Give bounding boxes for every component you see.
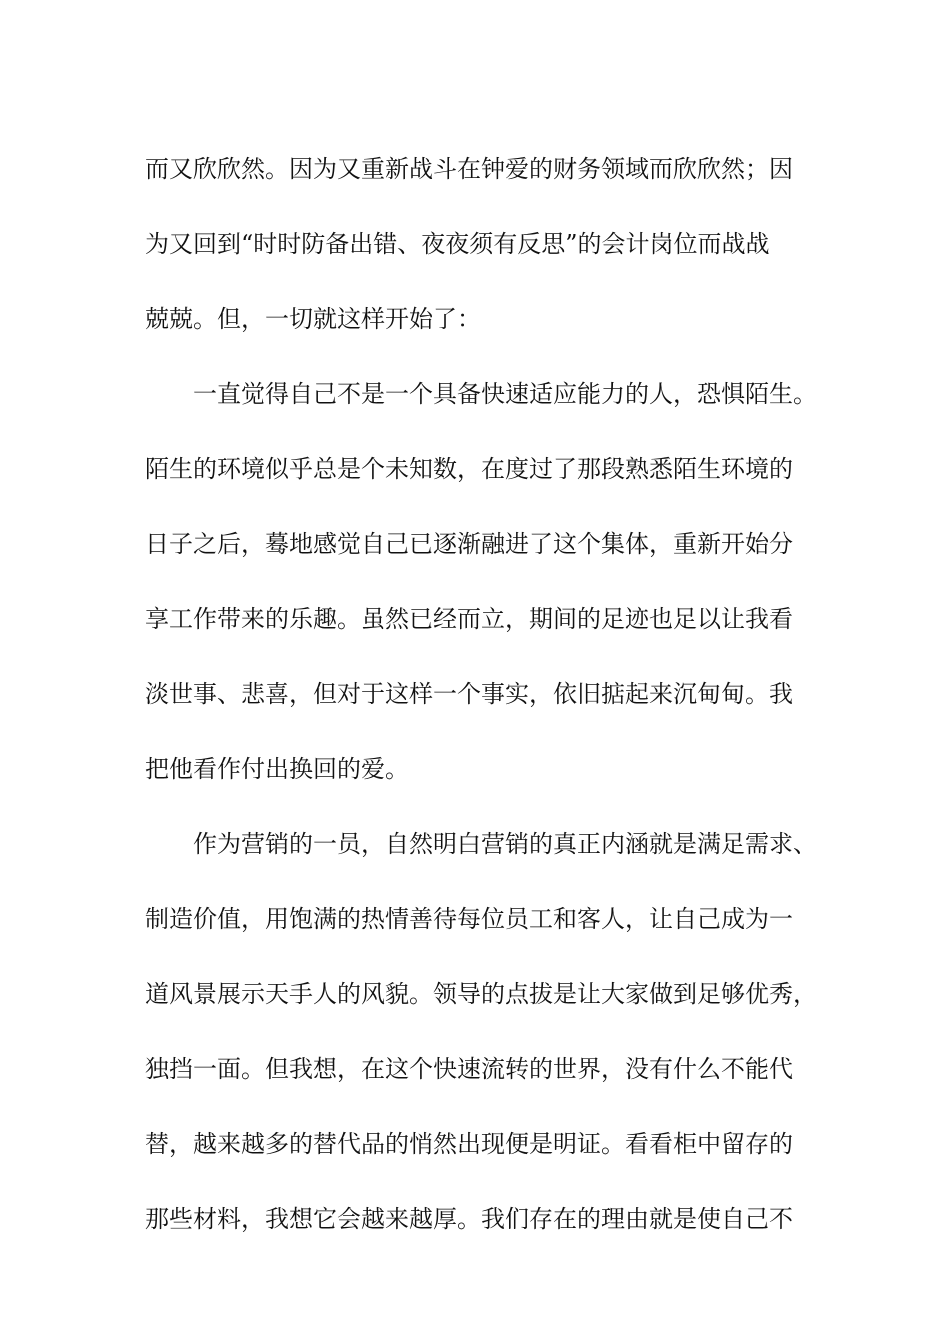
paragraph-first-line: 作为营销的一员，自然明白营销的真正内涵就是满足需求、 [193,830,817,858]
text-line: 独挡一面。但我想，在这个快速流转的世界，没有什么不能代 [145,1055,793,1083]
text-line: 制造价值，用饱满的热情善待每位员工和客人，让自己成为一 [145,905,793,933]
text-line: 享工作带来的乐趣。虽然已经而立，期间的足迹也足以让我看 [145,605,793,633]
paragraph-first-line: 一直觉得自己不是一个具备快速适应能力的人，恐惧陌生。 [193,380,817,408]
text-line: 道风景展示天手人的风貌。领导的点拔是让大家做到足够优秀， [145,980,817,1008]
text-line: 陌生的环境似乎总是个未知数，在度过了那段熟悉陌生环境的 [145,455,793,483]
text-line: 兢兢。但，一切就这样开始了： [145,305,481,333]
document-body [145,132,817,1257]
text-line: 日子之后，蓦地感觉自己已逐渐融进了这个集体，重新开始分 [145,530,793,558]
text-line: 为又回到“时时防备出错、夜夜须有反思”的会计岗位而战战 [145,230,770,258]
text-line: 那些材料，我想它会越来越厚。我们存在的理由就是使自己不 [145,1205,793,1233]
text-line: 淡世事、悲喜，但对于这样一个事实，依旧掂起来沉甸甸。我 [145,680,793,708]
text-line: 而又欣欣然。因为又重新战斗在钟爱的财务领域而欣欣然；因 [145,155,793,183]
text-line: 把他看作付出换回的爱。 [145,755,409,783]
text-line: 替，越来越多的替代品的悄然出现便是明证。看看柜中留存的 [145,1130,793,1158]
